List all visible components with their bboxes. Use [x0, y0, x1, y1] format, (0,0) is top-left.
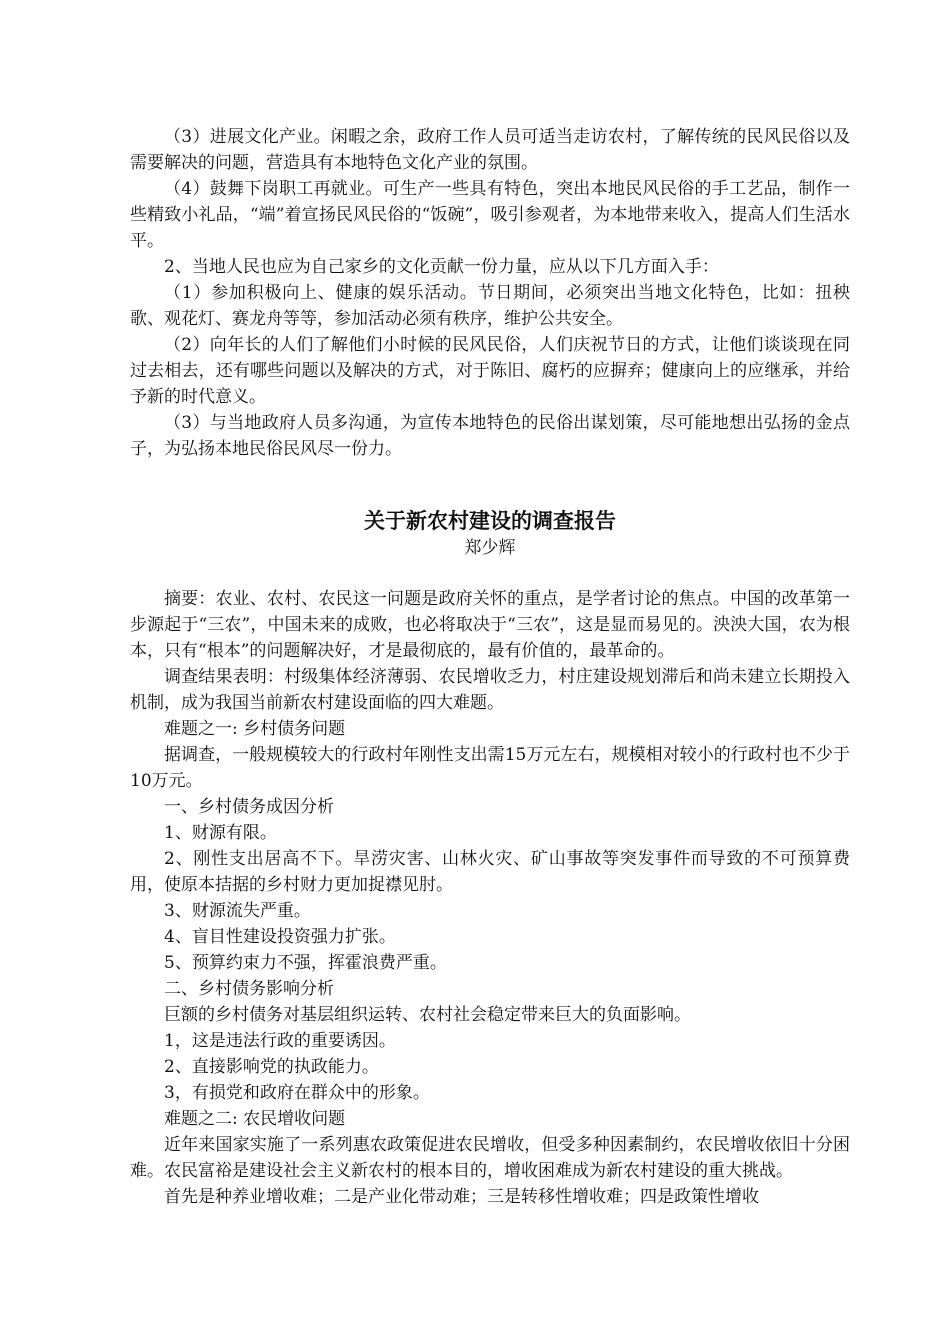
report-body — [130, 586, 850, 1210]
list-item: 2、直接影响党的执政能力。 — [164, 1057, 379, 1077]
paragraph: 据调查，一般规模较大的行政村年刚性支出需15万元左右，规模相对较小的行政村也不少于10万元。 — [130, 745, 850, 791]
list-item: 4、盲目性建设投资强力扩张。 — [164, 927, 396, 947]
list-item: 2、刚性支出居高不下。旱涝灾害、山林火灾、矿山事故等突发事件而导致的不可预算费用，使原本拮据的乡村财力更加捉襟见肘。 — [130, 849, 850, 895]
report-author: 郑少辉 — [464, 538, 516, 558]
section-heading: 难题之一: 乡村债务问题 — [164, 719, 346, 739]
paragraph: 摘要：农业、农村、农民这一问题是政府关怀的重点，是学者讨论的焦点。中国的改革第一步源起于“三农”，中国未来的成败，也必将取决于“三农”，这是显而易见的。泱泱大国，农为根本，只有“根本”的问题解决好，才是最彻底的，最有价值的，最革命的。 — [130, 589, 850, 661]
section-heading: 难题之二: 农民增收问题 — [164, 1109, 346, 1129]
paragraph: （3）与当地政府人员多沟通，为宣传本地特色的民俗出谋划策，尽可能地想出弘扬的金点子，为弘扬本地民俗民风尽一份力。 — [130, 413, 850, 459]
list-item: 3，有损党和政府在群众中的形象。 — [164, 1083, 430, 1103]
section-heading: 一、乡村债务成因分析 — [164, 797, 334, 817]
list-item: 3、财源流失严重。 — [164, 901, 311, 921]
list-item: 5、预算约束力不强，挥霍浪费严重。 — [164, 953, 447, 973]
paragraph: 2、当地人民也应为自己家乡的文化贡献一份力量，应从以下几方面入手： — [164, 257, 719, 277]
paragraph: （3）进展文化产业。闲暇之余，政府工作人员可适当走访农村，了解传统的民风民俗以及需要解决的问题，营造具有本地特色文化产业的氛围。 — [130, 127, 850, 173]
report-title: 关于新农村建设的调查报告 — [364, 508, 616, 533]
paragraph: 巨额的乡村债务对基层组织运转、农村社会稳定带来巨大的负面影响。 — [164, 1005, 691, 1025]
section-gap — [130, 462, 850, 506]
upper-section — [130, 124, 850, 462]
section-heading: 二、乡村债务影响分析 — [164, 979, 334, 999]
document-page — [130, 124, 850, 1210]
paragraph: （1）参加积极向上、健康的娱乐活动。节日期间，必须突出当地文化特色，比如：扭秧歌、观花灯、赛龙舟等等，参加活动必须有秩序，维护公共安全。 — [130, 283, 850, 329]
paragraph: 首先是种养业增收难；二是产业化带动难；三是转移性增收难；四是政策性增收 — [164, 1187, 759, 1207]
list-item: 1、财源有限。 — [164, 823, 277, 843]
paragraph: （2）向年长的人们了解他们小时候的民风民俗，人们庆祝节日的方式，让他们谈谈现在同过去相去，还有哪些问题以及解决的方式，对于陈旧、腐朽的应摒弃；健康向上的应继承，并给予新的时代意义。 — [130, 335, 850, 407]
list-item: 1，这是违法行政的重要诱因。 — [164, 1031, 396, 1051]
paragraph: （4）鼓舞下岗职工再就业。可生产一些具有特色，突出本地民风民俗的手工艺品，制作一些精致小礼品，“端”着宣扬民风民俗的“饭碗”，吸引参观者，为本地带来收入，提高人们生活水平。 — [130, 179, 850, 251]
paragraph: 近年来国家实施了一系列惠农政策促进农民增收，但受多种因素制约，农民增收依旧十分困难。农民富裕是建设社会主义新农村的根本目的，增收困难成为新农村建设的重大挑战。 — [130, 1135, 850, 1181]
paragraph: 调查结果表明：村级集体经济薄弱、农民增收乏力，村庄建设规划滞后和尚未建立长期投入机制，成为我国当前新农村建设面临的四大难题。 — [130, 667, 850, 713]
